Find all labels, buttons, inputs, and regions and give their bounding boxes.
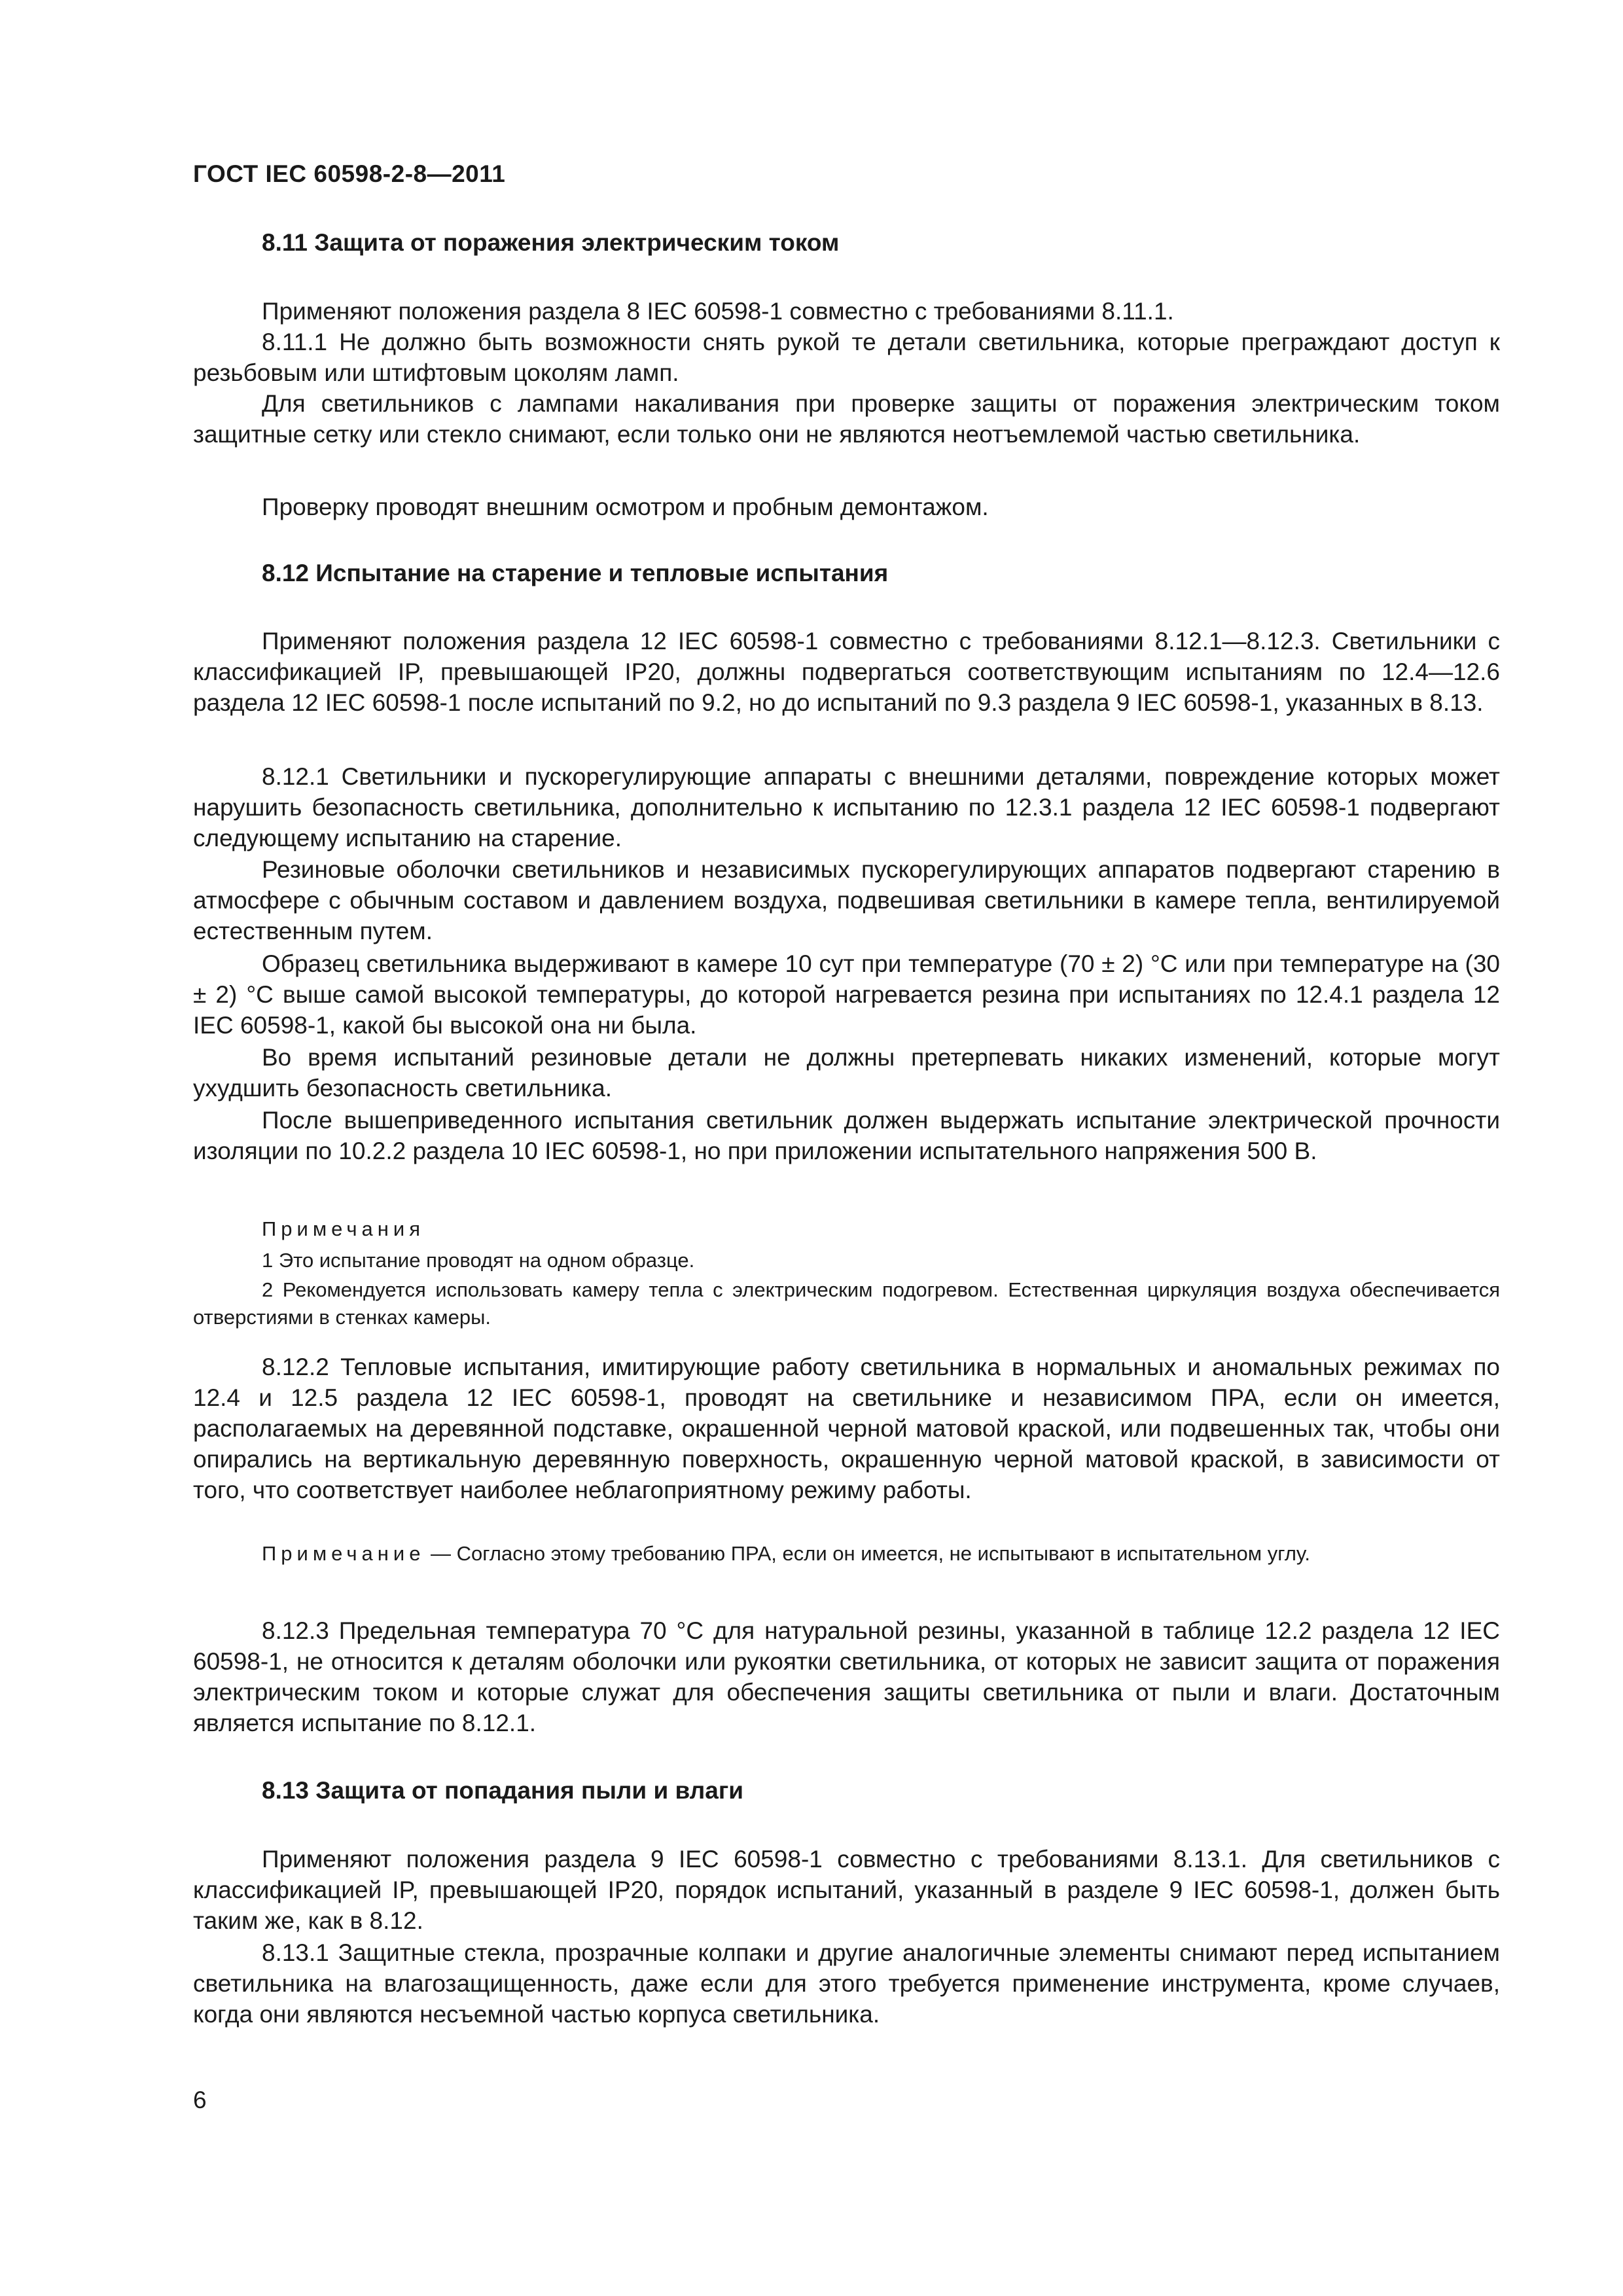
section-heading-8-12: 8.12 Испытание на старение и тепловые испытания	[262, 560, 889, 586]
paragraph: Применяют положения раздела 9 IEC 60598-1 совместно с требованиями 8.13.1. Для светильников с классификацией IP, превышающей IP20, порядок испытаний, указанный в разделе 9 IEC 60598-1, должен быть таким же, как в 8.12.	[193, 1846, 1500, 1934]
document-header: ГОСТ IEC 60598-2-8—2011	[193, 160, 506, 187]
paragraph: Проверку проводят внешним осмотром и пробным демонтажом.	[262, 493, 989, 520]
paragraph-8-12-3: 8.12.3 Предельная температура 70 °С для натуральной резины, указанной в таблице 12.2 раздела 12 IEC 60598-1, не относится к деталям оболочки или рукоятки светильника, от которых не зависит защита от поражения электрическим током и которые служат для обеспечения защиты светильника от пыли и влаги. Достаточным является испытание по 8.12.1.	[193, 1617, 1500, 1736]
page-number: 6	[193, 2087, 207, 2113]
paragraph: Для светильников с лампами накаливания при проверке защиты от поражения электрическим током защитные сетку или стекло снимают, если только они не являются неотъемлемой частью светильника.	[193, 390, 1500, 448]
section-heading-8-11: 8.11 Защита от поражения электрическим током	[262, 229, 840, 256]
paragraph-8-12-2: 8.12.2 Тепловые испытания, имитирующие работу светильника в нормальных и аномальных режимах по 12.4 и 12.5 раздела 12 IEC 60598-1, проводят на светильнике и независимом ПРА, если он имеется, располагаемых на деревянной подставке, окрашенной черной матовой краской, или подвешенных так, чтобы они опирались на вертикальную деревянную поверхность, окрашенную черной матовой краской, в зависимости от того, что соответствует наиболее неблагоприятному режиму работы.	[193, 1354, 1500, 1503]
paragraph: Резиновые оболочки светильников и независимых пускорегулирующих аппаратов подвергают старению в атмосфере с обычным составом и давлением воздуха, подвешивая светильники в камере тепла, вентилируемой естественным путем.	[193, 856, 1500, 944]
paragraph-8-11-1: 8.11.1 Не должно быть возможности снять рукой те детали светильника, которые преграждают доступ к резьбовым или штифтовым цоколям ламп.	[193, 329, 1500, 386]
note-single	[193, 1540, 1500, 1568]
section-heading-8-13: 8.13 Защита от попадания пыли и влаги	[262, 1777, 743, 1804]
note-text: — Согласно этому требованию ПРА, если он имеется, не испытывают в испытательном углу.	[425, 1542, 1310, 1565]
paragraph: Образец светильника выдерживают в камере 10 сут при температуре (70 ± 2) °С или при температуре на (30 ± 2) °С выше самой высокой температуры, до которой нагревается резина при испытаниях по 12.4.1 раздела 12 IEC 60598-1, какой бы высокой она ни была.	[193, 950, 1500, 1039]
note-item: 2 Рекомендуется использовать камеру тепла с электрическим подогревом. Естественная циркуляция воздуха обеспечивается отверстиями в стенках камеры.	[193, 1278, 1500, 1329]
paragraph: Применяют положения раздела 8 IEC 60598-1 совместно с требованиями 8.11.1.	[262, 298, 1174, 325]
notes-heading: Примечания	[262, 1217, 425, 1240]
paragraph: Во время испытаний резиновые детали не должны претерпевать никаких изменений, которые могут ухудшить безопасность светильника.	[193, 1044, 1500, 1102]
note-item: 1 Это испытание проводят на одном образце.	[262, 1249, 695, 1272]
note-label: Примечание	[262, 1542, 425, 1565]
paragraph-8-12-1: 8.12.1 Светильники и пускорегулирующие аппараты с внешними деталями, повреждение которых может нарушить безопасность светильника, дополнительно к испытанию по 12.3.1 раздела 12 IEC 60598-1 подвергают следующему испытанию на старение.	[193, 763, 1500, 852]
paragraph: Применяют положения раздела 12 IEC 60598-1 совместно с требованиями 8.12.1—8.12.3. Светильники с классификацией IP, превышающей IP20, должны подвергаться соответствующим испытаниям по 12.4—12.6 раздела 12 IEC 60598-1 после испытаний по 9.2, но до испытаний по 9.3 раздела 9 IEC 60598-1, указанных в 8.13.	[193, 628, 1500, 716]
paragraph: После вышеприведенного испытания светильник должен выдержать испытание электрической прочности изоляции по 10.2.2 раздела 10 IEC 60598-1, но при приложении испытательного напряжения 500 В.	[193, 1107, 1500, 1164]
paragraph-8-13-1: 8.13.1 Защитные стекла, прозрачные колпаки и другие аналогичные элементы снимают перед испытанием светильника на влагозащищенность, даже если для этого требуется применение инструмента, кроме случаев, когда они являются несъемной частью корпуса светильника.	[193, 1939, 1500, 2028]
